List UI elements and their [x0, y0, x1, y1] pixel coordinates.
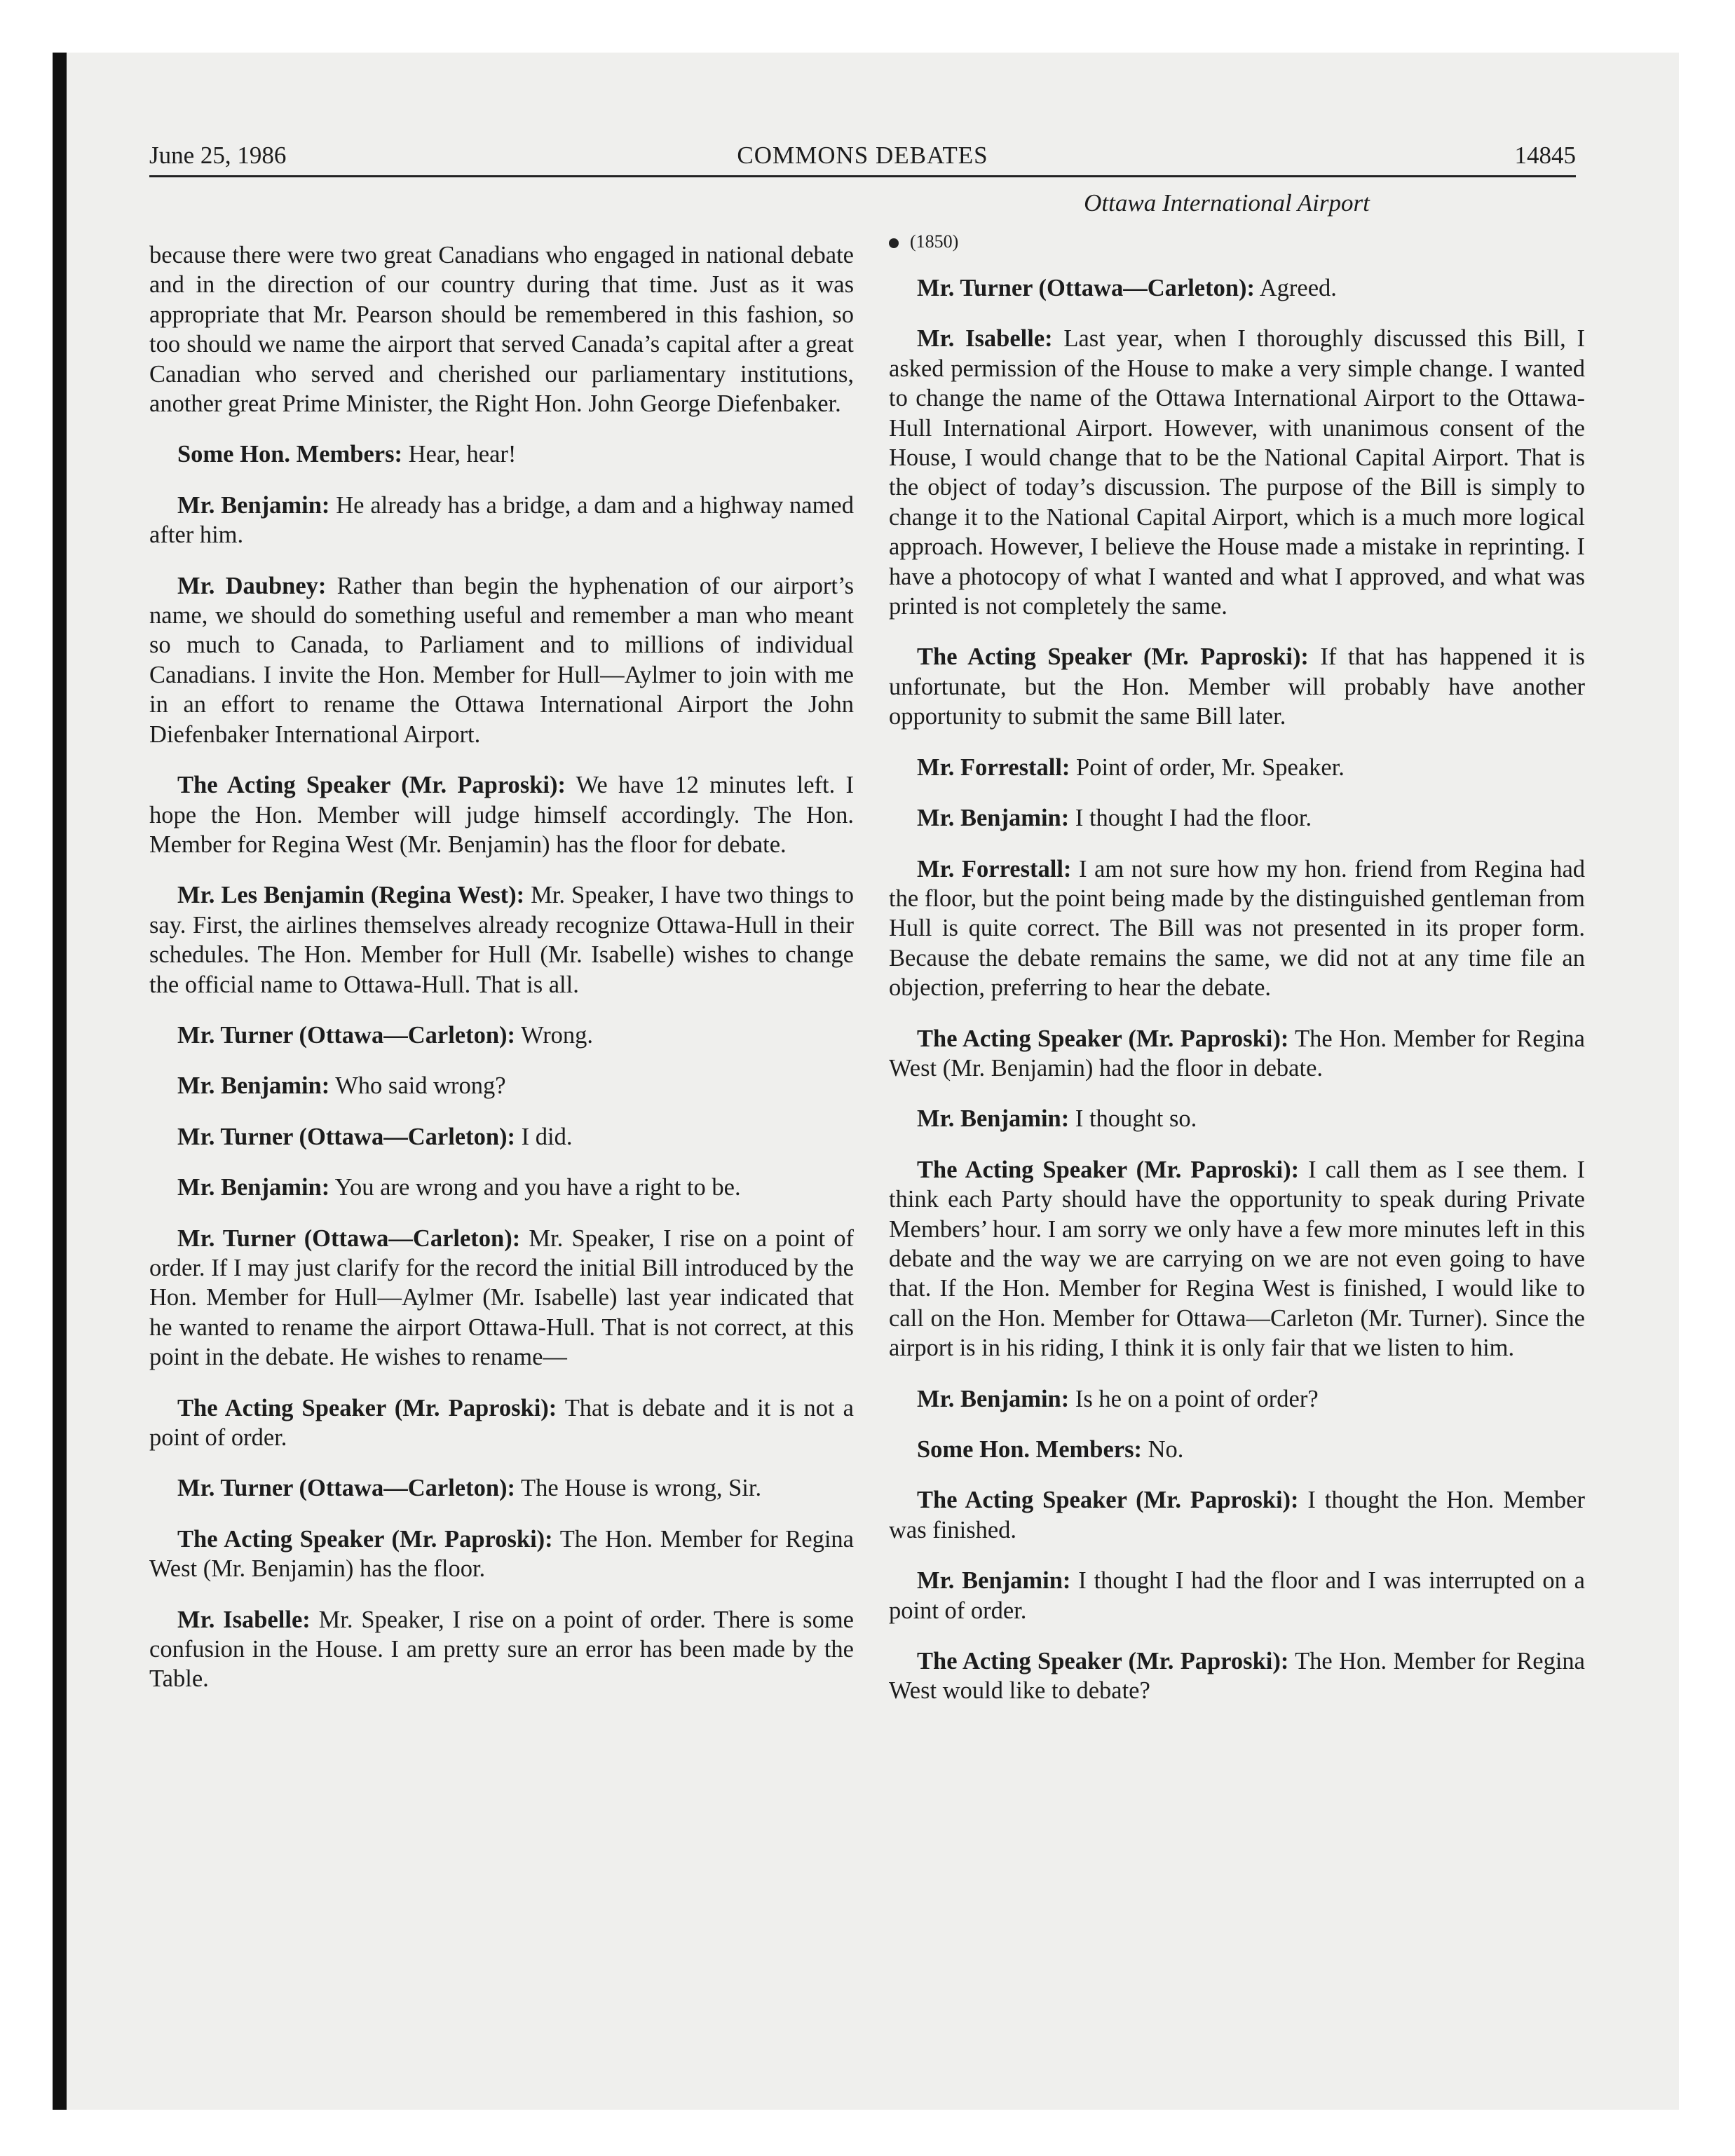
- speaker-name: The Acting Speaker (Mr. Paproski):: [917, 643, 1309, 671]
- speech-text: That is debate and it is not a point of order.: [149, 1394, 854, 1451]
- speech-text: No.: [1148, 1436, 1184, 1463]
- speaker-name: The Acting Speaker (Mr. Paproski):: [177, 1394, 557, 1421]
- speech-text: Wrong.: [521, 1021, 594, 1049]
- debate-paragraph: [149, 439, 854, 469]
- speech-text: The House is wrong, Sir.: [521, 1475, 762, 1502]
- debate-paragraph: [889, 1104, 1585, 1133]
- time-marker: [889, 231, 1585, 254]
- debate-paragraph: [149, 1393, 854, 1453]
- section-subheading: Ottawa International Airport: [1084, 189, 1370, 217]
- debate-paragraph: [889, 1646, 1585, 1706]
- debate-paragraph: [149, 1224, 854, 1372]
- debate-paragraph: [149, 1021, 854, 1050]
- header-title: COMMONS DEBATES: [737, 142, 988, 169]
- right-column: [889, 231, 1585, 1727]
- debate-paragraph: [889, 1024, 1585, 1084]
- speech-text: Mr. Speaker, I rise on a point of order. There is some confusion in the House. I am pretty sure an error has been made by the Table.: [149, 1606, 854, 1693]
- speaker-name: Mr. Forrestall:: [917, 753, 1070, 781]
- debate-paragraph: [889, 1435, 1585, 1464]
- debate-paragraph: [149, 880, 854, 999]
- speech-text: Hear, hear!: [408, 441, 517, 468]
- debate-paragraph: [889, 1566, 1585, 1625]
- speaker-name: Mr. Turner (Ottawa—Carleton):: [917, 275, 1255, 301]
- debate-paragraph: [889, 803, 1585, 833]
- speaker-name: Mr. Isabelle:: [177, 1606, 311, 1633]
- scan-edge: [53, 53, 67, 2110]
- speech-text: We have 12 minutes left. I hope the Hon. Member will judge himself accordingly. The Hon. Member for Regina West (Mr. Benjamin) has the floor for debate.: [149, 772, 854, 858]
- speech-text: I thought I had the floor.: [1075, 805, 1312, 832]
- speaker-name: Mr. Benjamin:: [177, 491, 330, 519]
- speaker-name: Mr. Turner (Ottawa—Carleton):: [177, 1123, 515, 1150]
- speech-text: If that has happened it is unfortunate, but the Hon. Member will probably have another opportunity to submit the same Bill later.: [889, 643, 1585, 730]
- debate-paragraph: [889, 1485, 1585, 1545]
- debate-paragraph: [889, 324, 1585, 621]
- speaker-name: Mr. Turner (Ottawa—Carleton):: [177, 1021, 515, 1049]
- speech-text: The Hon. Member for Regina West (Mr. Benjamin) had the floor in debate.: [889, 1025, 1585, 1082]
- debate-paragraph: [149, 1071, 854, 1100]
- debate-paragraph: [149, 1122, 854, 1152]
- debate-paragraph: [149, 1473, 854, 1503]
- header-date: June 25, 1986: [149, 142, 287, 169]
- speaker-name: The Acting Speaker (Mr. Paproski):: [917, 1648, 1289, 1675]
- time-marker-text: (1850): [910, 231, 959, 252]
- left-column: [149, 240, 854, 1715]
- speaker-name: Some Hon. Members:: [917, 1436, 1142, 1463]
- debate-paragraph: [149, 1524, 854, 1584]
- speaker-name: Mr. Benjamin:: [917, 805, 1070, 832]
- speech-text: Last year, when I thoroughly discussed this Bill, I asked permission of the House to make a very simple change. I wanted to change the name of the Ottawa International Airport to the Ottawa-Hull International Airport. However, with unanimous consent of the House, I would change that to be the National Capital Airport. That is the object of today’s discussion. The purpose of the Bill is simply to change it to the National Capital Airport, which is a much more logical approach. However, I believe the House made a mistake in reprinting. I have a photocopy of what I wanted and what I approved, and what was printed is not completely the same.: [889, 325, 1585, 620]
- debate-paragraph: [889, 1384, 1585, 1414]
- debate-paragraph: [889, 753, 1585, 782]
- speaker-name: The Acting Speaker (Mr. Paproski):: [917, 1156, 1300, 1183]
- speaker-name: Some Hon. Members:: [177, 441, 402, 468]
- speaker-name: Mr. Daubney:: [177, 572, 327, 599]
- speech-text: I did.: [521, 1123, 573, 1150]
- speaker-name: Mr. Turner (Ottawa—Carleton):: [177, 1224, 521, 1252]
- speech-text: The Hon. Member for Regina West (Mr. Benjamin) has the floor.: [149, 1525, 854, 1583]
- debate-paragraph: [149, 1605, 854, 1694]
- speech-text: You are wrong and you have a right to be.: [334, 1174, 741, 1201]
- speaker-name: Mr. Forrestall:: [917, 855, 1072, 882]
- speaker-name: Mr. Benjamin:: [917, 1105, 1070, 1133]
- speaker-name: The Acting Speaker (Mr. Paproski):: [917, 1025, 1289, 1052]
- speaker-name: Mr. Benjamin:: [917, 1385, 1070, 1412]
- debate-paragraph: [149, 240, 854, 418]
- speech-text: Mr. Speaker, I rise on a point of order. If I may just clarify for the record the initial Bill introduced by the Hon. Member for Hull—Aylmer (Mr. Isabelle) last year indicated that he wanted to rename the airport Ottawa-Hull. That is not correct, at this point in the debate. He wishes to rename—: [149, 1224, 854, 1371]
- speaker-name: Mr. Les Benjamin (Regina West):: [177, 882, 525, 909]
- bullet-icon: [889, 238, 899, 248]
- debate-paragraph: [889, 854, 1585, 1003]
- speech-text: The Hon. Member for Regina West would like to debate?: [889, 1648, 1585, 1705]
- speaker-name: The Acting Speaker (Mr. Paproski):: [917, 1487, 1299, 1514]
- speech-text: I call them as I see them. I think each Party should have the opportunity to speak during Private Members’ hour. I am sorry we only have a few more minutes left in this debate and the way we are carrying on we are not even going to have that. If the Hon. Member for Regina West is finished, I would like to call on the Hon. Member for Ottawa—Carleton (Mr. Turner). Since the airport is in his riding, I think it is only fair that we listen to him.: [889, 1156, 1585, 1362]
- debate-paragraph: [149, 571, 854, 749]
- speech-text: Point of order, Mr. Speaker.: [1076, 753, 1345, 781]
- speech-text: I thought I had the floor and I was interrupted on a point of order.: [889, 1567, 1585, 1624]
- speaker-name: Mr. Benjamin:: [177, 1174, 330, 1201]
- speech-text: Is he on a point of order?: [1075, 1385, 1319, 1412]
- speech-text: I thought so.: [1075, 1105, 1197, 1133]
- debate-paragraph: [889, 273, 1585, 303]
- speaker-name: The Acting Speaker (Mr. Paproski):: [177, 772, 566, 799]
- speaker-name: Mr. Turner (Ottawa—Carleton):: [177, 1475, 515, 1502]
- speech-text: Who said wrong?: [335, 1072, 506, 1100]
- speech-text: He already has a bridge, a dam and a highway named after him.: [149, 491, 854, 549]
- speech-text: Rather than begin the hyphenation of our airport’s name, we should do something useful and remember a man who meant so much to Canada, to Parliament and to millions of individual Canadians. I invite the Hon. Member for Hull—Aylmer to join with me in an effort to rename the Ottawa International Airport the John Diefenbaker International Airport.: [149, 572, 854, 748]
- speaker-name: Mr. Benjamin:: [917, 1567, 1071, 1595]
- page-header: [149, 137, 1576, 177]
- speech-text: because there were two great Canadians who engaged in national debate and in the direction of our country during that time. Just as it was appropriate that Mr. Pearson should be remembered in this fashion, so too should we name the airport that served Canada’s capital after a great Canadian who served and cherished our parliamentary institutions, another great Prime Minister, the Right Hon. John George Diefenbaker.: [149, 242, 854, 418]
- debate-paragraph: [889, 1155, 1585, 1363]
- debate-paragraph: [149, 770, 854, 859]
- speech-text: I am not sure how my hon. friend from Regina had the floor, but the point being made by the distinguished gentleman from Hull is quite correct. The Bill was not presented in its proper form. Because the debate remains the same, we did not at any time file an objection, preferring to hear the debate.: [889, 855, 1586, 1002]
- debate-paragraph: [149, 491, 854, 550]
- debate-paragraph: [889, 642, 1585, 731]
- debate-paragraph: [149, 1173, 854, 1202]
- speech-text: Mr. Speaker, I have two things to say. First, the airlines themselves already recognize Ottawa-Hull in their schedules. The Hon. Member for Hull (Mr. Isabelle) wishes to change the official name to Ottawa-Hull. That is all.: [149, 882, 855, 998]
- speech-text: I thought the Hon. Member was finished.: [889, 1487, 1585, 1543]
- speaker-name: Mr. Isabelle:: [917, 325, 1053, 353]
- speaker-name: The Acting Speaker (Mr. Paproski):: [177, 1525, 553, 1553]
- speaker-name: Mr. Benjamin:: [177, 1072, 330, 1100]
- page-number: 14845: [1514, 142, 1576, 169]
- speech-text: Agreed.: [1259, 275, 1337, 301]
